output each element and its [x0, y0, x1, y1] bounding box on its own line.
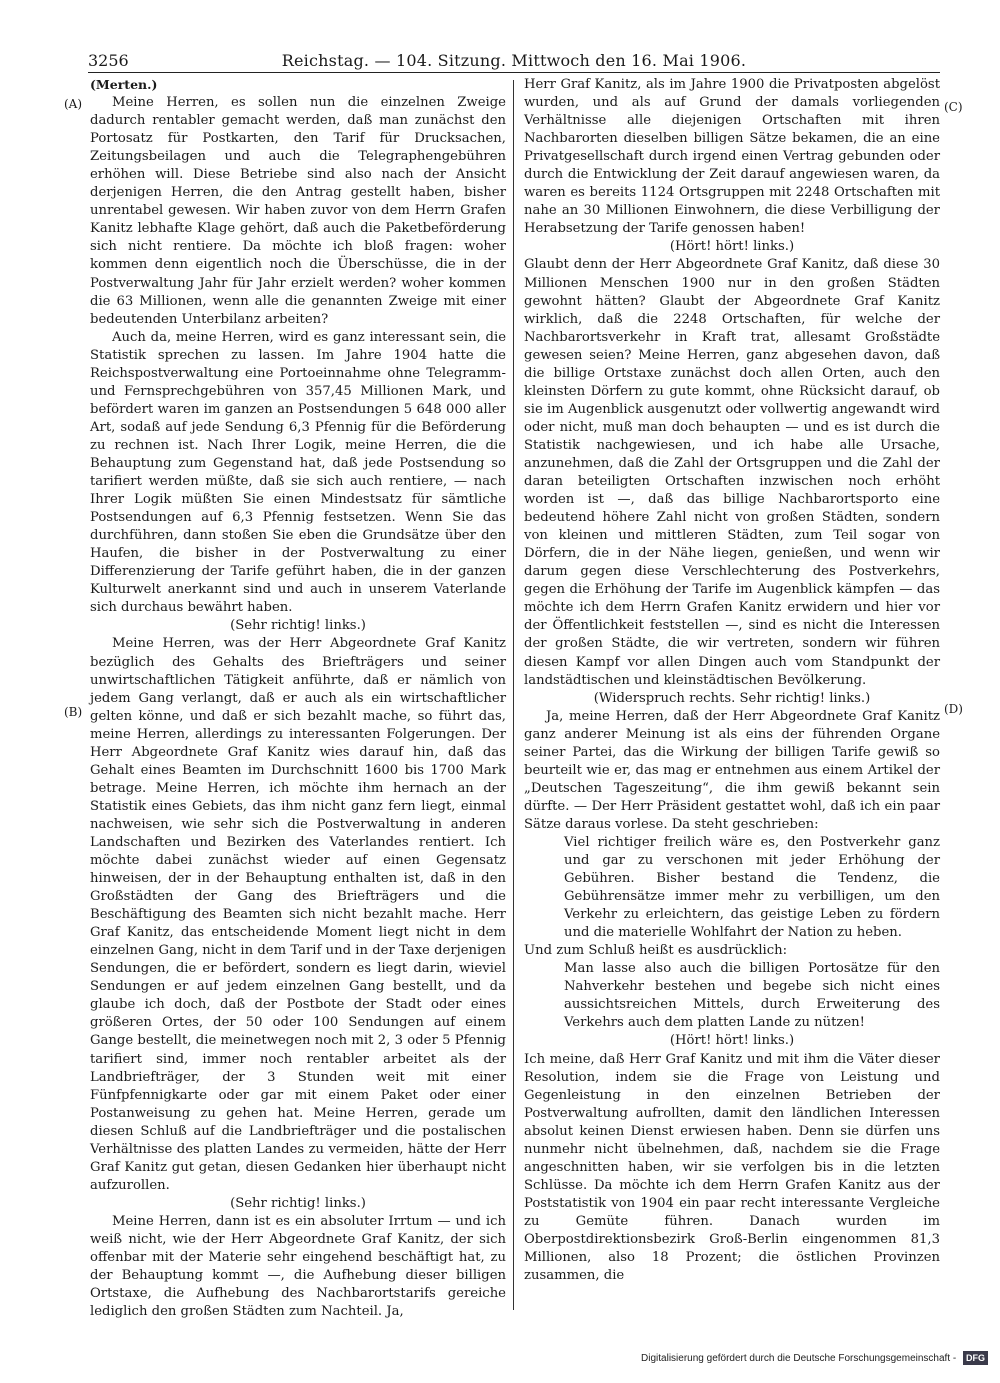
running-title: Reichstag. — 104. Sitzung. Mittwoch den 16. Mai 1906. [281, 51, 747, 70]
footer-text: Digitalisierung gefördert durch die Deutsche Forschungsgemeinschaft - [641, 1353, 957, 1364]
footer [641, 1349, 988, 1369]
paragraph: Ich meine, daß Herr Graf Kanitz und mit ihm die Väter dieser Resolution, indem sie die Frage von Leistung und Gegenleistung in den einzelnen Betrieben der Postverwaltung aufrollten, damit den ländlichen Interessen absolut keinen Dienst erwiesen haben. Denn sie dürfen uns nunmehr nicht übelnehmen, daß, nachdem sie die Frage angeschnitten haben, wir sie verfolgen bis in die letzten Schlüsse. Da möchte ich dem Herrn Grafen Kanitz aus der Poststatistik von 1904 ein paar recht interessante Vergleiche zu Gemüte führen. Danach wurden im Oberpostdirektionsbezirk Groß-Berlin eingenommen 81,3 Millionen, also 18 Prozent; die östlichen Provinzen zusammen, die [524, 1051, 940, 1284]
right-column [524, 76, 940, 1308]
column-divider [513, 80, 514, 1310]
paragraph: Meine Herren, was der Herr Abgeordnete Graf Kanitz bezüglich des Gehalts des Briefträgers und seiner unwirtschaftlichen Tätigkeit anführte, daß er nämlich von jedem Gang verlangt, daß er auch als ein wirtschaftlicher gelten könne, und daß er sich bezahlt mache, so führt das, meine Herren, allerdings zu interessanten Folgerungen. Der Herr Abgeordnete Graf Kanitz wies darauf hin, daß das Gehalt eines Beamten im Durchschnitt 1600 bis 1700 Mark betrage. Meine Herren, ich möchte ihm hernach an der Statistik eines Gebiets, das ihm nicht ganz fern liegt, einmal nachweisen, wie sehr sich die Postverwaltung in anderen Landschaften und Bezirken des Vaterlandes rentiert. Ich möchte dabei zunächst wieder auf einen Gegensatz hinweisen, der in der Behauptung enthalten ist, daß in den Großstädten der Gang des Briefträgers und die Beschäftigung des Beamten sich nicht bezahlt mache. Herr Graf Kanitz, das entscheidende Moment liegt nicht in dem einzelnen Gang, nicht in dem Tarif und in der Taxe derjenigen Sendungen, die er befördert, sondern es liegt darin, wieviel Sendungen er auf jedem einzelnen Gang bestellt, und da glaube ich doch, daß der Postbote der Stadt oder eines größeren Ortes, der 50 oder 100 Sendungen auf einem Gange bestellt, die meinetwegen noch mit 2, 3 oder 5 Pfennig tarifiert sind, immer noch rentabler arbeitet als der Landbriefträger, der 3 Stunden weit mit einer Fünfpfennigkarte oder gar mit einem Paket oder einer Postanweisung zu gehen hat. Meine Herren, gerade um diesen Schluß auf die Landbriefträger und die postalischen Verhältnisse des platten Landes zu vermeiden, hätte der Herr Graf Kanitz gut getan, diesen Gedanken hier überhaupt nicht aufzurollen. [90, 636, 506, 1193]
interjection: (Sehr richtig! links.) [230, 618, 366, 634]
paragraph: Herr Graf Kanitz, als im Jahre 1900 die Privatposten abgelöst wurden, und als auf Grund der damals vorliegenden Verhältnisse alle diejenigen Ortschaften mit ihren Nachbarorten dieselben billigen Sätze bekamen, die an eine Privatgesellschaft durch irgend einen Vertrag gebunden oder durch die Entwicklung der Zeit darauf angewiesen waren, da waren es bereits 1124 Ortsgruppen mit 2248 Ortschaften mit nahe an 30 Millionen Einwohnern, die diese Verbilligung der Herabsetzung der Tarife genossen haben! [524, 77, 940, 237]
interjection: (Sehr richtig! links.) [230, 1195, 366, 1211]
dfg-logo: DFG [963, 1351, 988, 1365]
interjection: (Hört! hört! links.) [669, 239, 795, 255]
paragraph: Und zum Schluß heißt es ausdrücklich: [524, 943, 788, 959]
left-column [90, 76, 506, 1320]
margin-mark-c: (C) [944, 100, 963, 114]
margin-mark-d: (D) [944, 702, 963, 716]
margin-mark-b: (B) [64, 705, 83, 719]
block-quote: Man lasse also auch die billigen Portosätze für den Nahverkehr bestehen und begebe sich nicht eines aussichtsreichen Mittels, durch Erweiterung des Verkehrs auch dem platten Lande zu nützen! [564, 961, 940, 1031]
paragraph: Glaubt denn der Herr Abgeordnete Graf Kanitz, daß diese 30 Millionen Menschen 1900 nur in den großen Städten gewohnt hätten? Glaubt der Abgeordnete Graf Kanitz wirklich, daß die 2248 Ortschaften, für welche der Nachbarortsverkehr in Kraft trat, allesamt Großstädte gewesen seien? Meine Herren, ganz abgesehen davon, daß die billige Ortstaxe zunächst doch allen Orten, auch den kleinsten Dörfern zu gute kommt, ohne Rücksicht darauf, ob sie im Augenblick ausgenutzt oder vollwertig angewandt wird oder nicht, muß man doch behaupten — und es ist durch die Statistik nachgewiesen, und ich habe alle Ursache, anzunehmen, daß die Zahl der Ortsgruppen und die Zahl der daran beteiligten Ortschaften inzwischen noch erhöht worden ist —, daß das billige Nachbarortsporto eine bedeutend höhere Zahl nicht von großen Städten, sondern von kleinen und mittleren Städten, zum Teil sogar von Dörfern, die in der Nähe liegen, genießen, und wenn wir darum gegen diese Verschlechterung des Postverkehrs, gegen die Erhöhung der Tarife im Augenblick kämpfen — das möchte ich dem Herrn Grafen Kanitz erwidern und hier vor der Öffentlichkeit feststellen —, sind es nicht die Interessen der großen Städte, die wir vertreten, sondern wir führen diesen Kampf vor allen Dingen auch vom Standpunkt der landstädtischen und kleinstädtischen Bevölkerung. [524, 257, 940, 688]
interjection: (Widerspruch rechts. Sehr richtig! links.) [593, 690, 871, 706]
paragraph: Meine Herren, dann ist es ein absoluter Irrtum — und ich weiß nicht, wie der Herr Abgeordnete Graf Kanitz, der sich offenbar mit der Materie sehr eingehend beschäftigt hat, zu der Behauptung kommt —, die Aufhebung dieser billigen Ortstaxe, die Aufhebung des Nachbarortstarifs gereiche lediglich den großen Städten zum Nachteil. Ja, [90, 1213, 506, 1320]
interjection: (Hört! hört! links.) [669, 1033, 795, 1049]
paragraph: Auch da, meine Herren, wird es ganz interessant sein, die Statistik sprechen zu lassen. Im Jahre 1904 hatte die Reichspostverwaltung eine Portoeinnahme ohne Telegramm- und Fernsprechgebühren von 357,45 Millionen Mark, und befördert waren im ganzen an Postsendungen 5 648 000 aller Art, sodaß auf jede Sendung 6,3 Pfennig für die Beförderung zu rechnen ist. Nach Ihrer Logik, meine Herren, die die Behauptung zum Gegenstand hat, daß jede Postsendung so tarifiert werden müßte, daß sie sich auch rentiere, — nach Ihrer Logik müßten Sie einen Mindestsatz für sämtliche Postsendungen auf 6,3 Pfennig festsetzen. Wenn Sie das durchführen, dann stoßen Sie eben die Grundsätze über den Haufen, die bisher in der Postverwaltung zu einer Differenzierung der Tarife geführt haben, die in der ganzen Kulturwelt anerkannt sind und auch in unserem Vaterlande sich durchaus bewährt haben. [90, 329, 506, 616]
page-number: 3256 [88, 51, 129, 70]
page-header [88, 50, 940, 73]
margin-mark-a: (A) [64, 97, 83, 111]
block-quote: Viel richtiger freilich wäre es, den Postverkehr ganz und gar zu verschonen mit jeder Erhöhung der Gebühren. Bisher bestand die Tendenz, die Gebührensätze immer mehr zu verbilligen, um den Verkehr zu erleichtern, das geistige Leben zu fördern und die materielle Wohlfahrt der Nation zu heben. [564, 834, 940, 941]
speaker-name: (Merten.) [90, 77, 158, 92]
paragraph: Ja, meine Herren, daß der Herr Abgeordnete Graf Kanitz ganz anderer Meinung ist als eins der führenden Organe seiner Partei, das die Wirkung der billigen Tarife gewiß so beurteilt wie er, das mag er entnehmen aus einem Artikel der „Deutschen Tageszeitung“, die ihm gewiß bekannt sein dürfte. — Der Herr Präsident gestattet wohl, daß ich ein paar Sätze daraus vorlese. Da steht geschrieben: [524, 708, 940, 832]
paragraph: Meine Herren, es sollen nun die einzelnen Zweige dadurch rentabler gemacht werden, daß man zunächst den Portosatz für Postkarten, den Tarif für Drucksachen, Zeitungsbeilagen und auch die Telegraphengebühren erhöhen will. Diese Betriebe sind also nach der Ansicht derjenigen Herren, die den Antrag gestellt haben, bisher unrentabel gewesen. Wir haben zuvor von dem Herrn Grafen Kanitz lebhafte Klage gehört, daß auch die Paketbeförderung sich nicht rentiere. Da möchte ich bloß fragen: woher kommen denn eigentlich noch die Überschüsse, die in der Postverwaltung Jahr für Jahr erzielt werden? woher kommen die 63 Millionen, wenn alle die genannten Zweige mit einer bedeutenden Unterbilanz arbeiten? [90, 95, 506, 327]
